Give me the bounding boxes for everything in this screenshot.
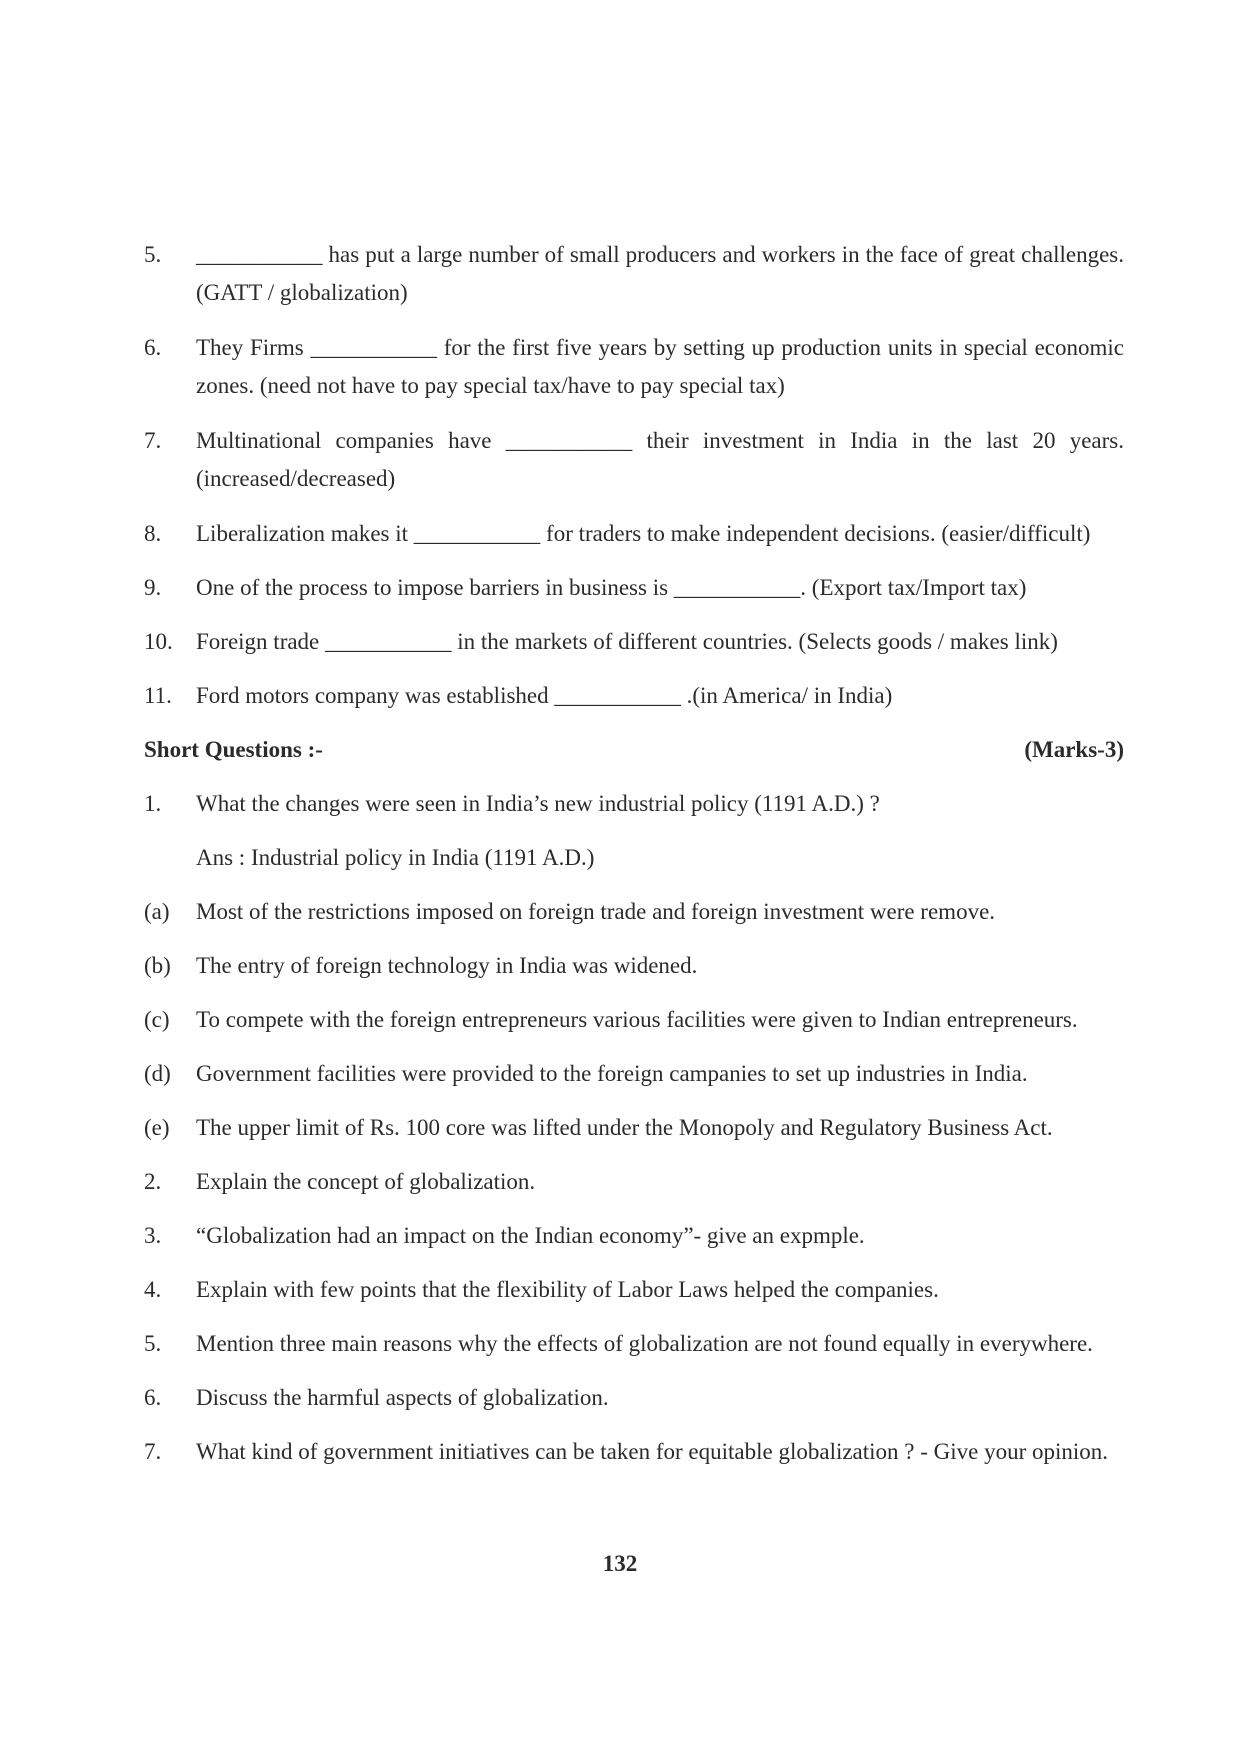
item-text: Multinational companies have ___________ their investment in India in the last 20 years. (increased/decreased) xyxy=(196,428,1124,491)
question-text: Discuss the harmful aspects of globalization. xyxy=(196,1385,609,1410)
fill-in-item xyxy=(144,677,1124,715)
item-number: 11. xyxy=(144,683,172,708)
question-text: “Globalization had an impact on the Indian economy”- give an expmple. xyxy=(196,1223,865,1248)
fill-in-item xyxy=(144,569,1124,607)
answer-point xyxy=(144,1109,1124,1147)
question-text: Explain with few points that the flexibility of Labor Laws helped the companies. xyxy=(196,1277,939,1302)
answer-point xyxy=(144,1001,1124,1039)
section-marks: (Marks-3) xyxy=(1024,737,1124,762)
fill-in-item xyxy=(144,329,1124,405)
question-text: What kind of government initiatives can be taken for equitable globalization ? - Give your opinion. xyxy=(196,1439,1109,1464)
point-text: The upper limit of Rs. 100 core was lifted under the Monopoly and Regulatory Business Act. xyxy=(196,1115,1053,1140)
question-text: Mention three main reasons why the effects of globalization are not found equally in everywhere. xyxy=(196,1331,1093,1356)
item-number: 6. xyxy=(144,335,162,360)
question-number: 2. xyxy=(144,1169,162,1194)
question-item xyxy=(144,1379,1124,1417)
point-label: (b) xyxy=(144,953,171,978)
point-text: The entry of foreign technology in India was widened. xyxy=(196,953,698,978)
point-text: Government facilities were provided to the foreign campanies to set up industries in India. xyxy=(196,1061,1028,1086)
question-item xyxy=(144,1217,1124,1255)
answer-point xyxy=(144,1055,1124,1093)
question-number: 4. xyxy=(144,1277,162,1302)
answer-point xyxy=(144,947,1124,985)
question-text: What the changes were seen in India’s new industrial policy (1191 A.D.) ? xyxy=(196,791,880,816)
fill-in-item xyxy=(144,236,1124,312)
item-text: Liberalization makes it ___________ for traders to make independent decisions. (easier/difficult) xyxy=(196,521,1091,546)
answer-intro: Ans : Industrial policy in India (1191 A.D.) xyxy=(196,845,595,870)
item-number: 7. xyxy=(144,428,162,453)
question-item xyxy=(144,1271,1124,1309)
fill-in-item xyxy=(144,623,1124,661)
answer-point xyxy=(144,893,1124,931)
question-number: 6. xyxy=(144,1385,162,1410)
page-content xyxy=(144,236,1124,1471)
question-text: Explain the concept of globalization. xyxy=(196,1169,536,1194)
item-text: Foreign trade ___________ in the markets of different countries. (Selects goods / makes link) xyxy=(196,629,1058,654)
question-item xyxy=(144,1325,1124,1363)
fill-in-item xyxy=(144,422,1124,498)
item-number: 9. xyxy=(144,575,162,600)
question-number: 1. xyxy=(144,791,162,816)
item-text: One of the process to impose barriers in business is ___________. (Export tax/Import tax) xyxy=(196,575,1027,600)
section-heading xyxy=(144,731,1124,769)
section-title: Short Questions :- xyxy=(144,737,323,762)
fill-in-item xyxy=(144,515,1124,553)
question-item xyxy=(144,785,1124,823)
point-text: Most of the restrictions imposed on foreign trade and foreign investment were remove. xyxy=(196,899,996,924)
question-number: 5. xyxy=(144,1331,162,1356)
item-text: They Firms ___________ for the first five years by setting up production units in special economic zones. (need not have to pay special tax/have to pay special tax) xyxy=(196,335,1124,398)
item-number: 8. xyxy=(144,521,162,546)
question-item xyxy=(144,1433,1124,1471)
point-label: (e) xyxy=(144,1115,170,1140)
point-text: To compete with the foreign entrepreneurs various facilities were given to Indian entrepreneurs. xyxy=(196,1007,1078,1032)
question-number: 7. xyxy=(144,1439,162,1464)
item-text: ___________ has put a large number of small producers and workers in the face of great challenges. (GATT / globalization) xyxy=(196,242,1124,305)
point-label: (c) xyxy=(144,1007,170,1032)
question-number: 3. xyxy=(144,1223,162,1248)
item-text: Ford motors company was established ___________ .(in America/ in India) xyxy=(196,683,893,708)
item-number: 5. xyxy=(144,242,162,267)
point-label: (d) xyxy=(144,1061,171,1086)
item-number: 10. xyxy=(144,629,173,654)
question-item xyxy=(144,1163,1124,1201)
point-label: (a) xyxy=(144,899,170,924)
page-number: 132 xyxy=(602,1551,638,1576)
